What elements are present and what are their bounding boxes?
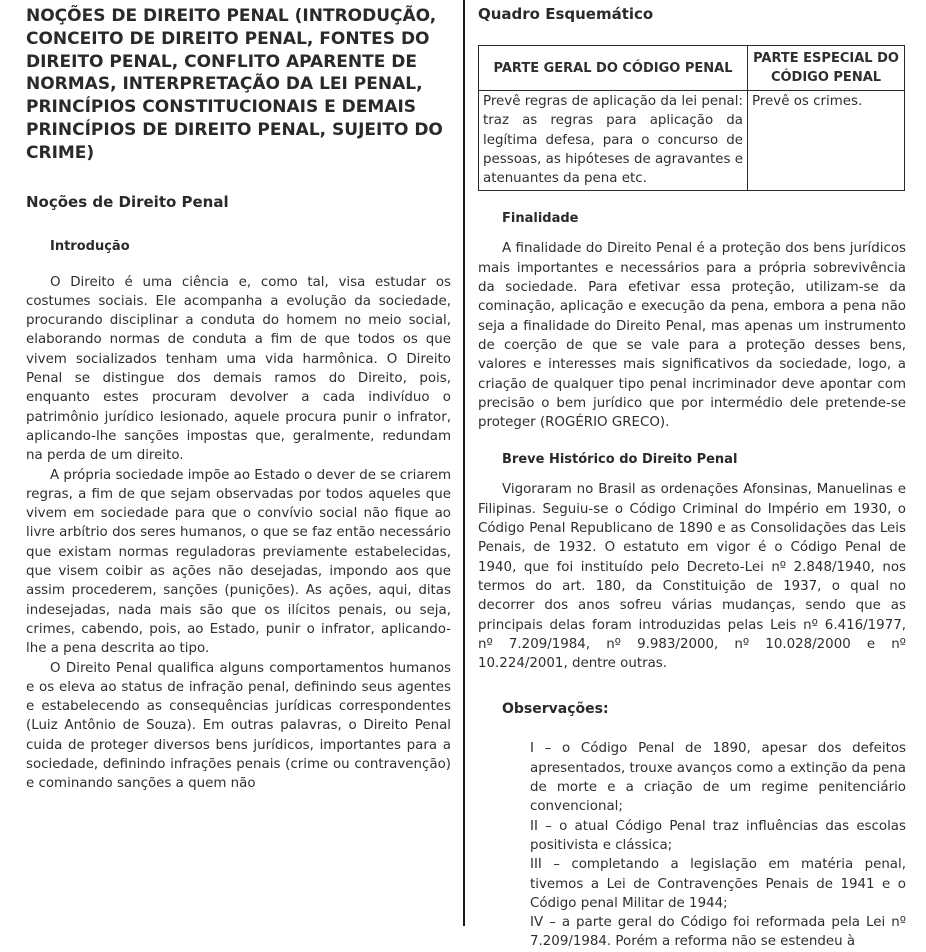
column-divider bbox=[463, 0, 465, 926]
list-item: IV – a parte geral do Código foi reformada pela Lei nº 7.209/1984. Porém a reforma não se estendeu à bbox=[530, 915, 906, 950]
list-item: III – completando a legislação em matéria penal, tivemos a Lei de Contravenções Penais de 1941 e o Código penal Militar de 1944; bbox=[530, 857, 906, 911]
paragraph: A própria sociedade impõe ao Estado o dever de se criarem regras, a fim de que sejam observadas por todos aqueles que vivem em sociedade para que o convívio social não fique ao livre arbítrio dos seres humanos, o que se faz então necessário que existam normas reguladoras previamente estabelecidas, que visem coibir as ações não desejadas, impondo aos que assim procederem, sanções (punições). As ações, aqui, ditas indesejadas, nada mais são que os ilícitos penais, ou seja, crimes, cabendo, pois, ao Estado, punir o infrator, aplicando-lhe a pena descrita ao tipo. bbox=[26, 467, 452, 657]
table-cell-parte-especial: Prevê os crimes. bbox=[748, 91, 905, 191]
quadro-esquematico-table bbox=[478, 45, 905, 191]
chapter-title: NOÇÕES DE DIREITO PENAL (INTRODUÇÃO, CONCEITO DE DIREITO PENAL, FONTES DO DIREITO PENAL, CONFLITO APARENTE DE NORMAS, INTERPRETAÇÃO DA LEI PENAL, PRINCÍPIOS CONSTITUCIONAIS E DEMAIS PRINCÍPIOS DE DIREITO PENAL, SUJEITO DO CRIME) bbox=[26, 6, 443, 163]
table-header-row bbox=[479, 46, 905, 91]
finalidade-subheading: Finalidade bbox=[502, 211, 579, 227]
observacoes-list bbox=[530, 739, 906, 951]
finalidade-body bbox=[478, 239, 906, 432]
paragraph: O Direito é uma ciência e, como tal, visa estudar os costumes sociais. Ele acompanha a evolução da sociedade, procurando disciplinar a conduta do homem no meio social, elaborando normas de conduta a fim de que todos os que vivem socializados tenham uma vida harmônica. O Direito Penal se distingue dos demais ramos do Direito, pois, enquanto estes procuram devolver a cada indivíduo o patrimônio jurídico lesionado, aquele procura punir o infrator, aplicando-lhe sanções impostas que, geralmente, redundam na perda de um direito. bbox=[26, 274, 451, 464]
quadro-title: Quadro Esquemático bbox=[478, 5, 654, 23]
introducao-subheading: Introdução bbox=[50, 238, 130, 254]
section-heading: Noções de Direito Penal bbox=[26, 192, 229, 211]
historico-body bbox=[478, 480, 906, 673]
left-column bbox=[26, 0, 451, 926]
table-header-parte-especial: PARTE ESPECIAL DO CÓDIGO PENAL bbox=[748, 46, 905, 91]
paragraph: O Direito Penal qualifica alguns comportamentos humanos e os eleva ao status de infração penal, definindo seus agentes e estabelecendo as consequências jurídicas correspondentes (Luiz Antônio de Souza). Em outras palavras, o Direito Penal cuida de proteger diversos bens jurídicos, importantes para a sociedade, definindo infrações penais (crime ou contravenção) e cominando sanções a quem não bbox=[26, 660, 451, 792]
historico-subheading: Breve Histórico do Direito Penal bbox=[502, 452, 738, 468]
paragraph: A finalidade do Direito Penal é a proteção dos bens jurídicos mais importantes e necessários para a própria sobrevivência da sociedade. Para efetivar essa proteção, utilizam-se da cominação, aplicação e execução da pena, embora a pena não seja a finalidade do Direito Penal, mas apenas um instrumento de coerção de que se vale para a proteção desses bens, valores e interesses mais significativos da sociedade, logo, a criação de qualquer tipo penal incriminador deve apontar com precisão o bem jurídico que por intermédio dele pretende-se proteger (ROGÉRIO GRECO). bbox=[478, 241, 906, 431]
observacoes-heading: Observações: bbox=[502, 701, 609, 718]
right-column bbox=[478, 0, 906, 950]
table-cell-parte-geral: Prevê regras de aplicação da lei penal: traz as regras para aplicação da legítima defesa, para o concurso de pessoas, as hipóteses de agravantes e atenuantes da pena etc. bbox=[479, 91, 748, 191]
introducao-body bbox=[26, 273, 451, 794]
list-item: II – o atual Código Penal traz influências das escolas positivista e clássica; bbox=[530, 818, 906, 853]
list-item: I – o Código Penal de 1890, apesar dos defeitos apresentados, trouxe avanços como a extinção da pena de morte e a criação de um regime penitenciário convencional; bbox=[530, 741, 906, 815]
table-row bbox=[479, 91, 905, 191]
table-header-parte-geral: PARTE GERAL DO CÓDIGO PENAL bbox=[479, 46, 748, 91]
paragraph: Vigoraram no Brasil as ordenações Afonsinas, Manuelinas e Filipinas. Seguiu-se o Código Criminal do Império em 1930, o Código Penal Republicano de 1890 e as Consolidações das Leis Penais, de 1932. O estatuto em vigor é o Código Penal de 1940, que foi instituído pelo Decreto-Lei nº 2.848/1940, nos termos do art. 180, da Constituição de 1937, o qual no decorrer dos anos sofreu várias mudanças, sendo que as principais delas foram introduzidas pelas Leis nº 6.416/1977, nº 7.209/1984, nº 9.983/2000, nº 10.028/2000 e nº 10.224/2001, dentre outras. bbox=[478, 482, 906, 672]
